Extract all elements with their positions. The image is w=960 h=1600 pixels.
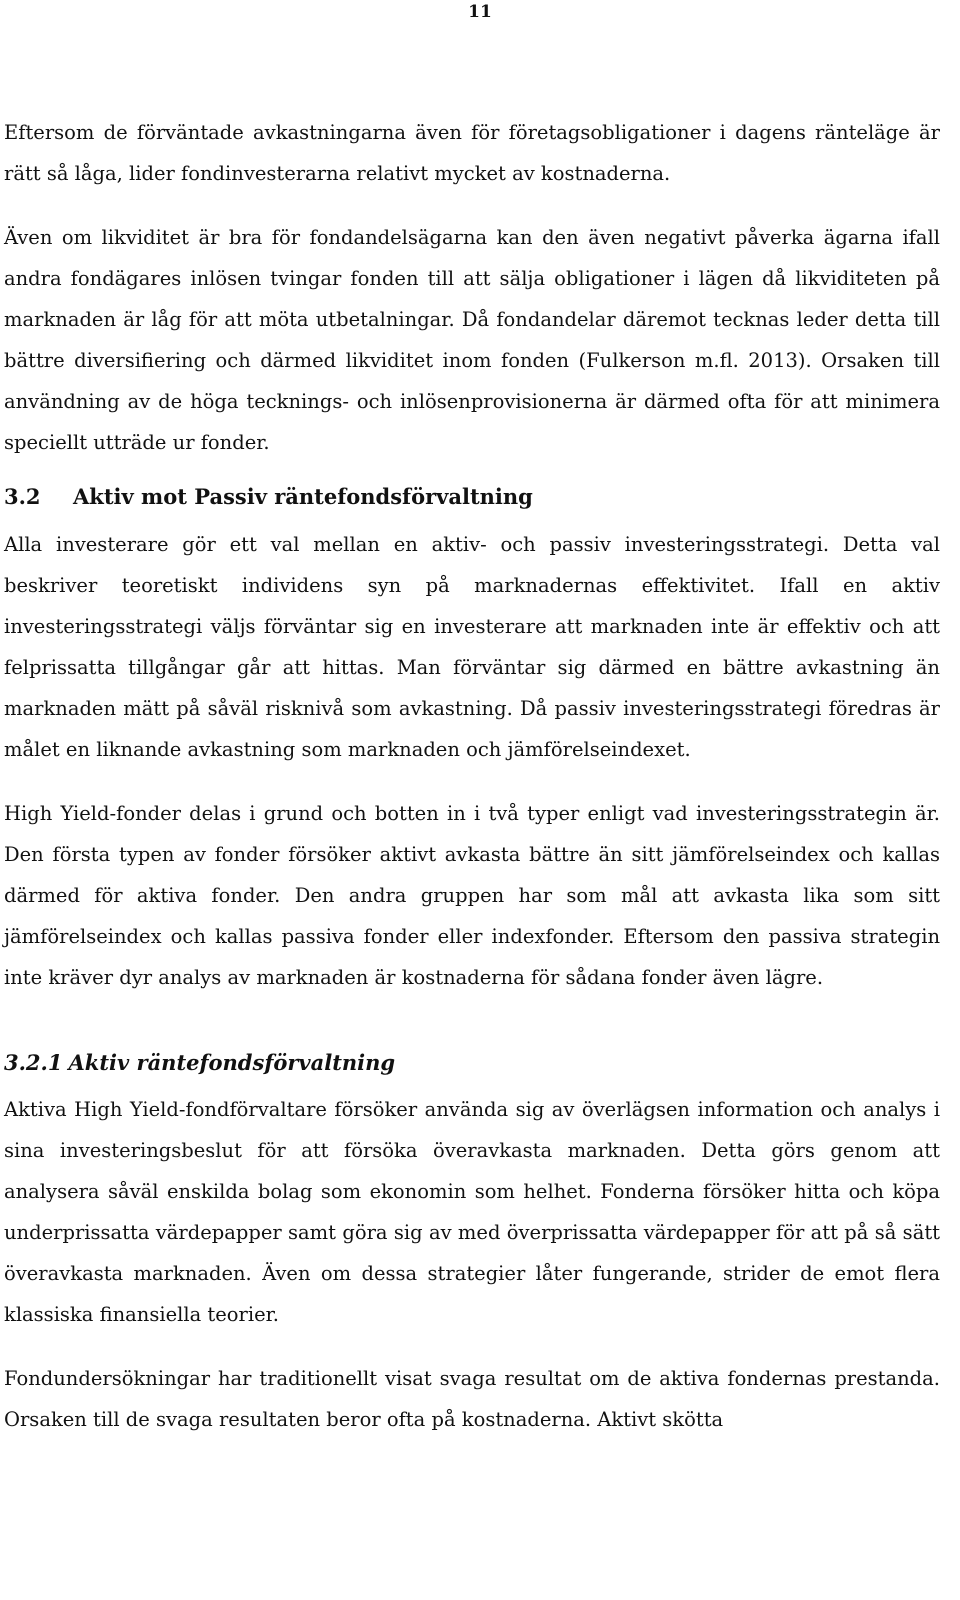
section-heading-3-2	[4, 475, 940, 518]
paragraph-active-managers: Aktiva High Yield-fondförvaltare försöker använda sig av överlägsen information och analys i sina investeringsbeslut för att försöka överavkasta marknaden. Detta görs genom att analysera såväl enskilda bolag som ekonomin som helhet. Fonderna försöker hitta och köpa underprissatta värdepapper samt göra sig av med överprissatta värdepapper för att på så sätt överavkasta marknaden. Även om dessa strategier låter fungerande, strider de emot flera klassiska finansiella teorier.	[4, 1098, 940, 1326]
page-number: 11	[468, 2, 492, 22]
section-number: 3.2	[4, 484, 41, 509]
section-gap	[4, 998, 940, 1042]
paragraph-gap	[4, 194, 940, 217]
section-title: Aktiv mot Passiv räntefondsförvaltning	[73, 484, 533, 509]
paragraph-gap	[4, 770, 940, 793]
page-content	[4, 112, 940, 1440]
paragraph-liquidity: Även om likviditet är bra för fondandelsägarna kan den även negativt påverka ägarna ifall andra fondägares inlösen tvingar fonden till att sälja obligationer i lägen då likviditeten på marknaden är låg för att möta utbetalningar. Då fondandelar däremot tecknas leder detta till bättre diversifiering och därmed likviditet inom fonden (Fulkerson m.fl. 2013). Orsaken till användning av de höga tecknings- och inlösenprovisionerna är därmed ofta för att minimera speciellt utträde ur fonder.	[4, 226, 940, 454]
section-gap	[4, 463, 940, 475]
paragraph-fund-studies: Fondundersökningar har traditionellt visat svaga resultat om de aktiva fondernas prestanda. Orsaken till de svaga resultaten beror ofta på kostnaderna. Aktivt skötta	[4, 1367, 940, 1431]
subsection-title: Aktiv räntefondsförvaltning	[68, 1050, 396, 1075]
subsection-number: 3.2.1	[4, 1050, 63, 1075]
paragraph-high-yield-types: High Yield-fonder delas i grund och botten in i två typer enligt vad investeringsstrategin är. Den första typen av fonder försöker aktivt avkasta bättre än sitt jämförelseindex och kallas därmed för aktiva fonder. Den andra gruppen har som mål att avkasta lika som sitt jämförelseindex och kallas passiva fonder eller indexfonder. Eftersom den passiva strategin inte kräver dyr analys av marknaden är kostnaderna för sådana fonder även lägre.	[4, 802, 940, 989]
paragraph-active-passive: Alla investerare gör ett val mellan en aktiv- och passiv investeringsstrategi. Detta val beskriver teoretiskt individens syn på marknadernas effektivitet. Ifall en aktiv investeringsstrategi väljs förväntar sig en investerare att marknaden inte är effektiv och att felprissatta tillgångar går att hittas. Man förväntar sig därmed en bättre avkastning än marknaden mätt på såväl risknivå som avkastning. Då passiv investeringsstrategi föredras är målet en liknande avkastning som marknaden och jämförelseindexet.	[4, 533, 940, 761]
subsection-heading-3-2-1	[4, 1042, 940, 1083]
paragraph-gap	[4, 1335, 940, 1358]
paragraph-intro: Eftersom de förväntade avkastningarna även för företagsobligationer i dagens ränteläge är rätt så låga, lider fondinvesterarna relativt mycket av kostnaderna.	[4, 121, 940, 185]
